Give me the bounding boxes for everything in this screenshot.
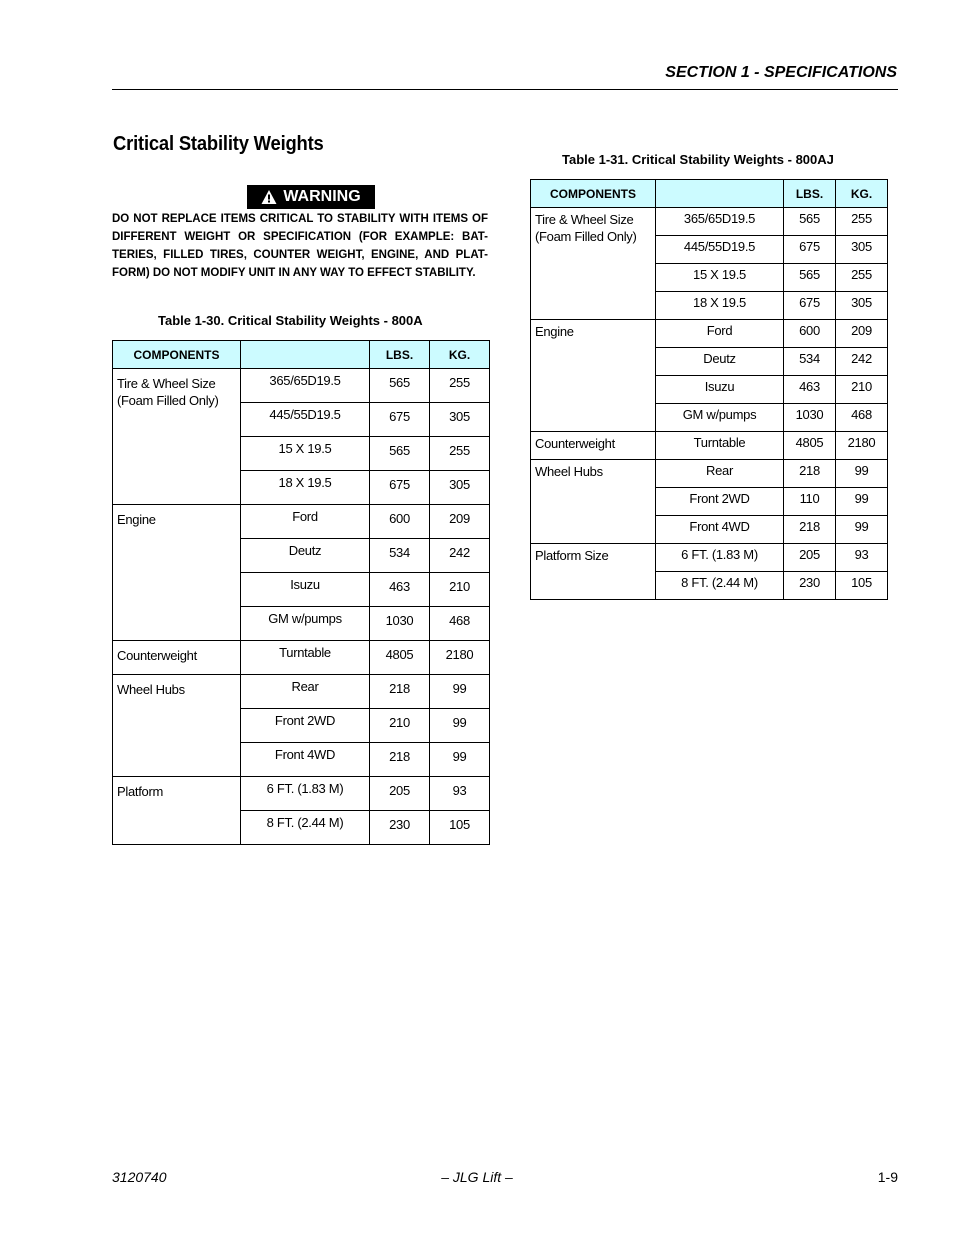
spec-value: Turntable — [241, 641, 370, 675]
stability-table-800a — [112, 340, 490, 845]
weight-lbs: 675 — [370, 403, 430, 437]
page-title: Critical Stability Weights — [113, 133, 324, 155]
weight-lbs: 565 — [784, 208, 836, 236]
spec-value: Front 4WD — [241, 743, 370, 777]
weight-kg: 105 — [836, 572, 888, 600]
weight-lbs: 4805 — [784, 432, 836, 460]
weight-lbs: 1030 — [784, 404, 836, 432]
weight-kg: 99 — [430, 709, 490, 743]
warning-text: DO NOT REPLACE ITEMS CRITICAL TO STABILITY WITH ITEMS OF DIFFERENT WEIGHT OR SPECIFICATION (FOR EXAMPLE: BAT-TERIES, FILLED TIRES, COUNTER WEIGHT, ENGINE, AND PLAT-FORM) DO NOT MODIFY UNIT IN ANY WAY TO EFFECT STABILITY. — [112, 213, 488, 279]
weight-lbs: 230 — [784, 572, 836, 600]
column-header: LBS. — [370, 341, 430, 369]
weight-lbs: 230 — [370, 811, 430, 845]
weight-lbs: 463 — [784, 376, 836, 404]
weight-lbs: 675 — [784, 236, 836, 264]
weight-kg: 242 — [430, 539, 490, 573]
column-header: COMPONENTS — [113, 341, 241, 369]
table-row — [531, 208, 888, 236]
weight-lbs: 205 — [784, 544, 836, 572]
weight-lbs: 210 — [370, 709, 430, 743]
weight-kg: 99 — [430, 675, 490, 709]
weight-lbs: 534 — [784, 348, 836, 376]
spec-value: 6 FT. (1.83 M) — [656, 544, 784, 572]
table-caption-800aj: Table 1-31. Critical Stability Weights - 800AJ — [562, 152, 834, 167]
column-header — [656, 180, 784, 208]
spec-value: 18 X 19.5 — [241, 471, 370, 505]
spec-value: GM w/pumps — [656, 404, 784, 432]
spec-value: 8 FT. (2.44 M) — [656, 572, 784, 600]
weight-kg: 2180 — [836, 432, 888, 460]
weight-kg: 305 — [430, 471, 490, 505]
spec-value: Turntable — [656, 432, 784, 460]
table-row — [531, 320, 888, 348]
spec-value: 6 FT. (1.83 M) — [241, 777, 370, 811]
component-name: Engine — [113, 505, 241, 641]
weight-lbs: 675 — [370, 471, 430, 505]
weight-lbs: 565 — [784, 264, 836, 292]
table-row — [531, 432, 888, 460]
component-name: Wheel Hubs — [113, 675, 241, 777]
weight-kg: 210 — [836, 376, 888, 404]
spec-value: Isuzu — [656, 376, 784, 404]
table-row — [531, 544, 888, 572]
weight-lbs: 565 — [370, 437, 430, 471]
weight-kg: 105 — [430, 811, 490, 845]
weight-lbs: 463 — [370, 573, 430, 607]
weight-kg: 305 — [836, 292, 888, 320]
warning-label: WARNING — [283, 188, 361, 205]
weight-kg: 210 — [430, 573, 490, 607]
weight-kg: 242 — [836, 348, 888, 376]
table-row — [113, 369, 490, 403]
spec-value: GM w/pumps — [241, 607, 370, 641]
spec-value: Deutz — [656, 348, 784, 376]
spec-value: 15 X 19.5 — [241, 437, 370, 471]
weight-lbs: 1030 — [370, 607, 430, 641]
component-name: Wheel Hubs — [531, 460, 656, 544]
weight-lbs: 534 — [370, 539, 430, 573]
warning-triangle-icon — [261, 189, 277, 205]
warning-badge — [247, 185, 375, 209]
weight-kg: 99 — [836, 488, 888, 516]
spec-value: Ford — [656, 320, 784, 348]
weight-lbs: 218 — [370, 675, 430, 709]
column-header: KG. — [430, 341, 490, 369]
component-name: Tire & Wheel Size (Foam Filled Only) — [113, 369, 241, 505]
spec-value: Front 2WD — [241, 709, 370, 743]
spec-value: 18 X 19.5 — [656, 292, 784, 320]
weight-kg: 305 — [836, 236, 888, 264]
weight-kg: 93 — [836, 544, 888, 572]
weight-lbs: 565 — [370, 369, 430, 403]
weight-kg: 209 — [430, 505, 490, 539]
weight-kg: 99 — [430, 743, 490, 777]
weight-lbs: 218 — [784, 516, 836, 544]
weight-kg: 255 — [430, 437, 490, 471]
stability-table-800aj — [530, 179, 888, 600]
weight-kg: 255 — [836, 264, 888, 292]
spec-value: Ford — [241, 505, 370, 539]
column-header: COMPONENTS — [531, 180, 656, 208]
spec-value: Front 4WD — [656, 516, 784, 544]
weight-kg: 99 — [836, 460, 888, 488]
weight-kg: 255 — [836, 208, 888, 236]
component-name: Counterweight — [531, 432, 656, 460]
weight-kg: 209 — [836, 320, 888, 348]
spec-value: 8 FT. (2.44 M) — [241, 811, 370, 845]
component-name: Platform Size — [531, 544, 656, 600]
spec-value: 15 X 19.5 — [656, 264, 784, 292]
spec-value: 445/55D19.5 — [241, 403, 370, 437]
spec-value: 445/55D19.5 — [656, 236, 784, 264]
spec-value: 365/65D19.5 — [656, 208, 784, 236]
weight-lbs: 4805 — [370, 641, 430, 675]
table-row — [531, 460, 888, 488]
table-row — [113, 505, 490, 539]
component-name: Platform — [113, 777, 241, 845]
table-row — [113, 675, 490, 709]
section-title: SECTION 1 - SPECIFICATIONS — [665, 64, 897, 81]
column-header: LBS. — [784, 180, 836, 208]
weight-lbs: 218 — [370, 743, 430, 777]
spec-value: Rear — [656, 460, 784, 488]
component-name: Counterweight — [113, 641, 241, 675]
component-name: Tire & Wheel Size (Foam Filled Only) — [531, 208, 656, 320]
weight-lbs: 205 — [370, 777, 430, 811]
table-row — [113, 777, 490, 811]
spec-value: Deutz — [241, 539, 370, 573]
footer-brand: – JLG Lift – — [441, 1169, 513, 1185]
column-header — [241, 341, 370, 369]
weight-kg: 255 — [430, 369, 490, 403]
weight-kg: 468 — [430, 607, 490, 641]
page-number: 1-9 — [877, 1169, 898, 1185]
spec-value: Front 2WD — [656, 488, 784, 516]
weight-kg: 305 — [430, 403, 490, 437]
spec-value: 365/65D19.5 — [241, 369, 370, 403]
table-row — [113, 641, 490, 675]
weight-lbs: 218 — [784, 460, 836, 488]
weight-kg: 93 — [430, 777, 490, 811]
doc-number: 3120740 — [112, 1169, 167, 1185]
weight-kg: 99 — [836, 516, 888, 544]
weight-lbs: 600 — [784, 320, 836, 348]
spec-value: Rear — [241, 675, 370, 709]
spec-value: Isuzu — [241, 573, 370, 607]
column-header: KG. — [836, 180, 888, 208]
weight-lbs: 110 — [784, 488, 836, 516]
weight-kg: 468 — [836, 404, 888, 432]
header-divider — [112, 89, 898, 90]
weight-lbs: 600 — [370, 505, 430, 539]
table-caption-800a: Table 1-30. Critical Stability Weights - 800A — [158, 313, 423, 328]
component-name: Engine — [531, 320, 656, 432]
weight-kg: 2180 — [430, 641, 490, 675]
weight-lbs: 675 — [784, 292, 836, 320]
